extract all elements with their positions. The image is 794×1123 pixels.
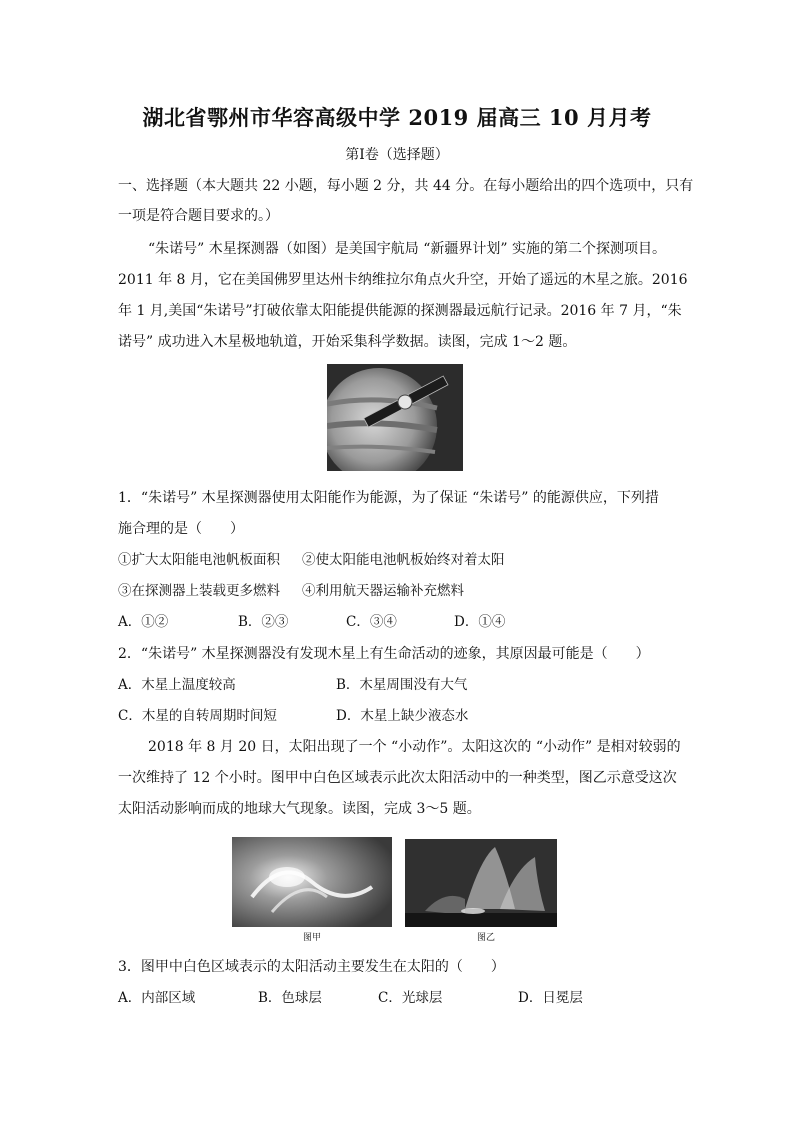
q1-item-3: ③在探测器上装载更多燃料 bbox=[118, 583, 280, 599]
q3-option-b: B．色球层 bbox=[258, 990, 322, 1006]
q1-option-c: C．③④ bbox=[346, 614, 397, 630]
q2-option-d: D．木星上缺少液态水 bbox=[336, 708, 469, 724]
page-subtitle: 第Ⅰ卷（选择题） bbox=[345, 147, 449, 163]
q3-option-d: D．日冕层 bbox=[518, 990, 583, 1006]
q2-stem: 2．“朱诺号” 木星探测器没有发现木星上有生命活动的迹象，其原因最可能是（ ） bbox=[118, 646, 650, 662]
q3-option-c: C．光球层 bbox=[378, 990, 443, 1006]
q1-stem-line-2: 施合理的是（ ） bbox=[118, 521, 244, 537]
q2-option-b: B．木星周围没有大气 bbox=[336, 677, 468, 693]
passage1-line-2: 2011 年 8 月，它在美国佛罗里达州卡纳维拉尔角点火升空，开始了遥远的木星之旅。2016 bbox=[118, 272, 688, 288]
aurora-image bbox=[405, 839, 557, 927]
q1-item-1: ①扩大太阳能电池帆板面积 bbox=[118, 552, 280, 568]
q1-option-a: A．①② bbox=[118, 614, 169, 630]
q2-option-c: C．木星的自转周期时间短 bbox=[118, 708, 277, 724]
figure-b-caption: 图乙 bbox=[476, 933, 495, 943]
q2-option-a: A．木星上温度较高 bbox=[118, 677, 236, 693]
juno-probe-graphic bbox=[327, 364, 463, 471]
passage2-line-2: 一次维持了 12 个小时。图甲中白色区域表示此次太阳活动中的一种类型，图乙示意受这次 bbox=[118, 770, 677, 786]
passage1-line-4: 诺号” 成功进入木星极地轨道，开始采集科学数据。读图，完成 1～2 题。 bbox=[118, 334, 577, 350]
q3-option-a: A．内部区域 bbox=[118, 990, 196, 1006]
section-heading-line-2: 一项是符合题目要求的。） bbox=[118, 208, 279, 224]
solar-activity-image bbox=[232, 837, 392, 927]
page-title: 湖北省鄂州市华容高级中学 2019 届高三 10 月月考 bbox=[142, 105, 652, 130]
passage1-line-1: “朱诺号” 木星探测器（如图）是美国宇航局 “新疆界计划” 实施的第二个探测项目。 bbox=[148, 241, 666, 257]
q1-option-d: D．①④ bbox=[454, 614, 506, 630]
section-heading-line-1: 一、选择题（本大题共 22 小题，每小题 2 分，共 44 分。在每小题给出的四个选项中，只有 bbox=[118, 178, 694, 194]
passage1-line-3: 年 1 月,美国“朱诺号”打破依靠太阳能提供能源的探测器最远航行记录。2016 年 7 月，“朱 bbox=[118, 303, 682, 319]
q1-stem-line-1: 1．“朱诺号” 木星探测器使用太阳能作为能源，为了保证 “朱诺号” 的能源供应，下列措 bbox=[118, 490, 659, 506]
q1-item-2: ②使太阳能电池帆板始终对着太阳 bbox=[302, 552, 505, 568]
q1-option-b: B．②③ bbox=[238, 614, 289, 630]
figure-a-caption: 图甲 bbox=[302, 933, 321, 943]
juno-probe-image bbox=[327, 364, 463, 471]
passage2-line-1: 2018 年 8 月 20 日，太阳出现了一个 “小动作”。太阳这次的 “小动作” 是相对较弱的 bbox=[148, 739, 681, 755]
q1-item-4: ④利用航天器运输补充燃料 bbox=[302, 583, 464, 599]
passage2-line-3: 太阳活动影响而成的地球大气现象。读图，完成 3～5 题。 bbox=[118, 801, 481, 817]
aurora-graphic bbox=[405, 839, 557, 927]
solar-flare-graphic bbox=[232, 837, 392, 927]
q3-stem: 3．图甲中白色区域表示的太阳活动主要发生在太阳的（ ） bbox=[118, 959, 505, 975]
